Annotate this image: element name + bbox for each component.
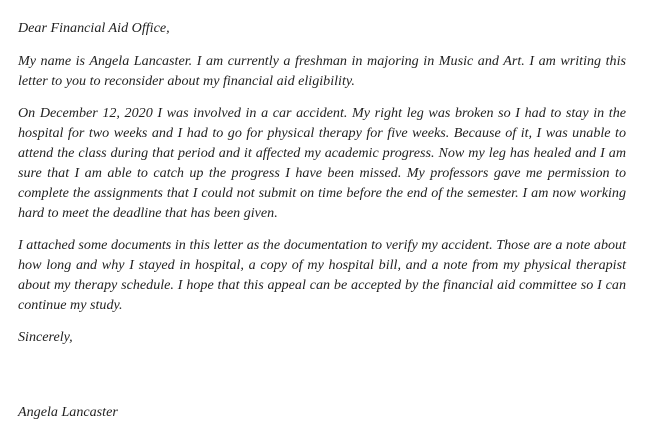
paragraph-introduction: My name is Angela Lancaster. I am currently a freshman in majoring in Music and Art. I am writing this letter to you to reconsider about my financial aid eligibility.	[18, 53, 626, 89]
letter-body	[18, 18, 626, 420]
letter-signature: Angela Lancaster	[18, 404, 118, 420]
paragraph-accident: On December 12, 2020 I was involved in a car accident. My right leg was broken so I had to stay in the hospital for two weeks and I had to go for physical therapy for five weeks. Because of it, I was unable to attend the class during that period and it affected my academic progress. Now my leg has healed and I am sure that I am able to catch up the progress I have been missed. My professors gave me permission to complete the assignments that I could not submit on time before the end of the semester. I am now working hard to meet the deadline that has been given.	[18, 105, 626, 221]
letter-closing: Sincerely,	[18, 329, 73, 345]
letter-greeting: Dear Financial Aid Office,	[18, 20, 170, 36]
paragraph-documents: I attached some documents in this letter as the documentation to verify my accident. Those are a note about how long and why I stayed in hospital, a copy of my hospital bill, and a note from my physical therapist about my therapy schedule. I hope that this appeal can be accepted by the financial aid committee so I can continue my study.	[18, 237, 626, 313]
